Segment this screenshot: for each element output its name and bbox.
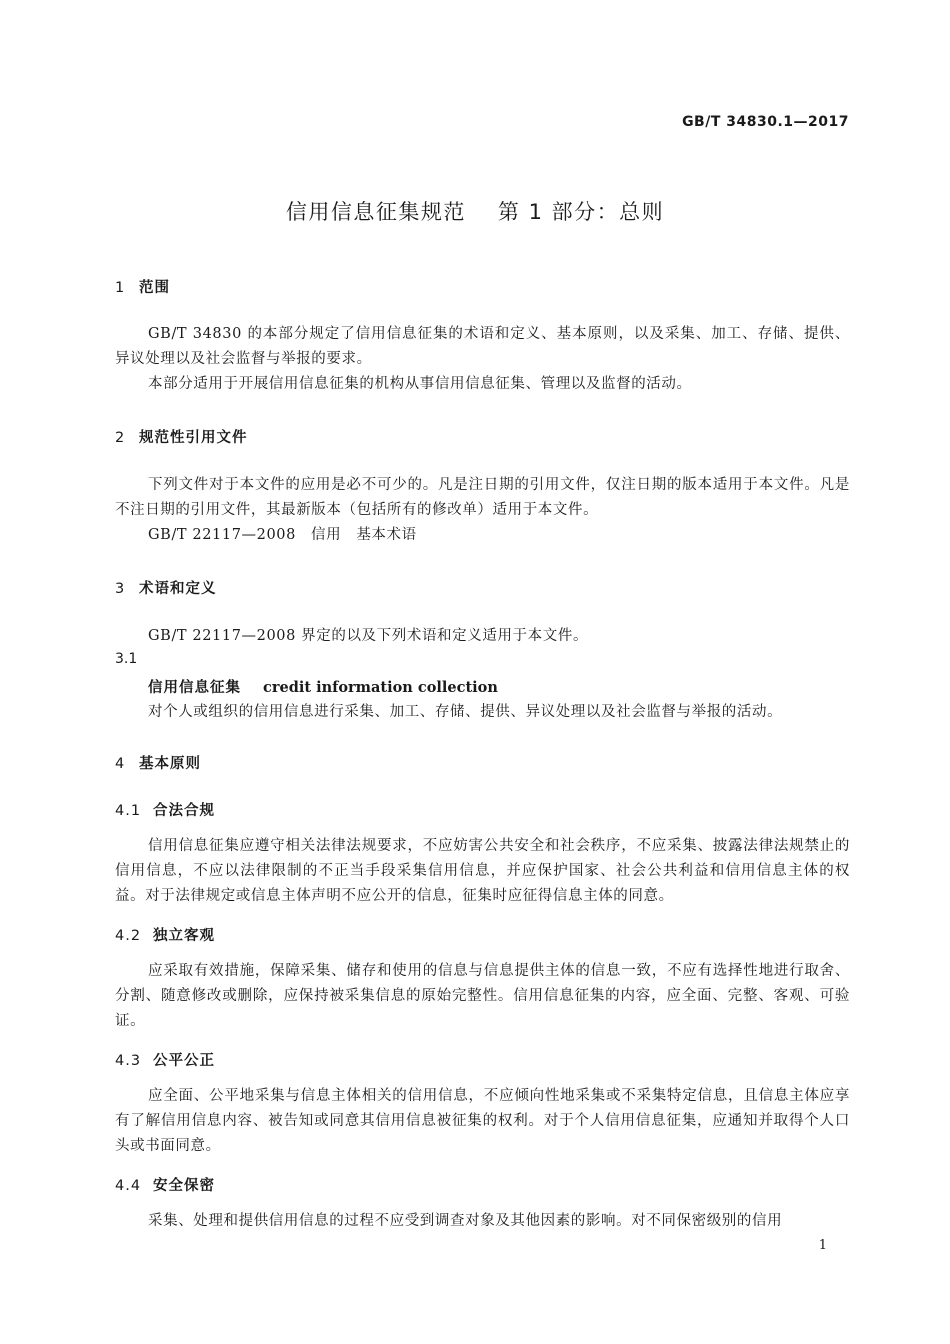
document-title	[0, 196, 950, 226]
section-4-4-heading: 4.4 安全保密	[115, 1178, 215, 1194]
term-entry	[148, 676, 498, 697]
section-3-paragraph-1: GB/T 22117—2008 界定的以及下列术语和定义适用于本文件。	[148, 628, 589, 644]
term-definition: 对个人或组织的信用信息进行采集、加工、存储、提供、异议处理以及社会监督与举报的活动。	[148, 704, 783, 720]
section-4-1-heading: 4.1 合法合规	[115, 803, 215, 819]
standard-code: GB/T 34830.1—2017	[682, 114, 849, 130]
section-3-heading: 3 术语和定义	[115, 581, 217, 597]
section-4-heading: 4 基本原则	[115, 756, 201, 772]
normative-reference: GB/T 22117—2008 信用 基本术语	[148, 527, 417, 543]
title-main: 信用信息征集规范	[285, 200, 466, 224]
term-chinese: 信用信息征集	[148, 680, 241, 696]
section-4-1-paragraph: 信用信息征集应遵守相关法律法规要求，不应妨害公共安全和社会秩序，不应采集、披露法律法规禁止的信用信息，不应以法律限制的不正当手段采集信用信息，并应保护国家、社会公共利益和信用信息主体的权益。对于法律规定或信息主体声明不应公开的信息，征集时应征得信息主体的同意。	[115, 838, 850, 904]
section-1-heading: 1 范围	[115, 280, 170, 296]
term-number: 3.1	[115, 651, 138, 667]
section-4-4-paragraph: 采集、处理和提供信用信息的过程不应受到调查对象及其他因素的影响。对不同保密级别的信用	[148, 1213, 783, 1229]
term-english: credit information collection	[263, 679, 498, 696]
section-4-2-heading: 4.2 独立客观	[115, 928, 215, 944]
section-2-paragraph-1: 下列文件对于本文件的应用是必不可少的。凡是注日期的引用文件，仅注日期的版本适用于本文件。凡是不注日期的引用文件，其最新版本（包括所有的修改单）适用于本文件。	[115, 477, 850, 518]
section-1-paragraph-1: GB/T 34830 的本部分规定了信用信息征集的术语和定义、基本原则，以及采集、加工、存储、提供、异议处理以及社会监督与举报的要求。	[115, 326, 850, 367]
section-4-2-paragraph: 应采取有效措施，保障采集、储存和使用的信息与信息提供主体的信息一致，不应有选择性地进行取舍、分割、随意修改或删除，应保持被采集信息的原始完整性。信用信息征集的内容，应全面、完整、客观、可验证。	[115, 963, 850, 1029]
section-4-3-heading: 4.3 公平公正	[115, 1053, 215, 1069]
section-2-heading: 2 规范性引用文件	[115, 430, 248, 446]
section-1-paragraph-2: 本部分适用于开展信用信息征集的机构从事信用信息征集、管理以及监督的活动。	[148, 376, 692, 392]
page-number: 1	[818, 1238, 827, 1253]
section-4-3-paragraph: 应全面、公平地采集与信息主体相关的信用信息，不应倾向性地采集或不采集特定信息，且信息主体应享有了解信用信息内容、被告知或同意其信用信息被征集的权利。对于个人信用信息征集，应通知并取得个人口头或书面同意。	[115, 1088, 850, 1154]
title-part: 第 1 部分：总则	[497, 200, 665, 224]
